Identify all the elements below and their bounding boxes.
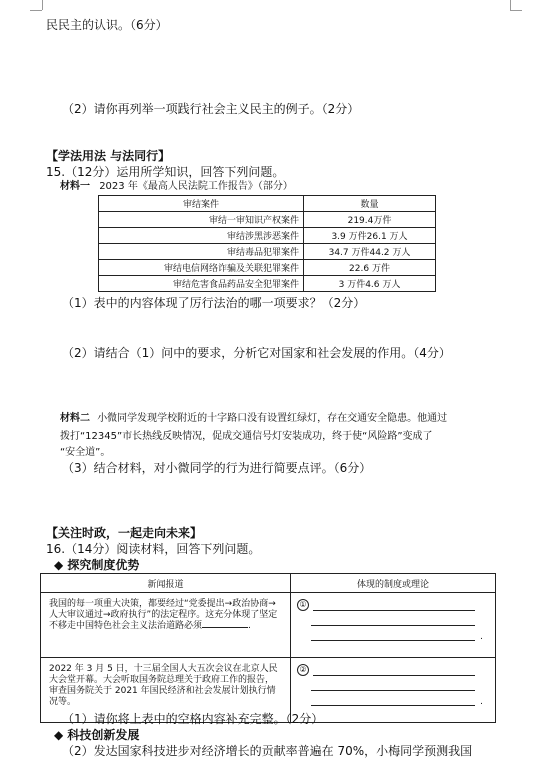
- court-report-table: [98, 195, 436, 292]
- question-16-1: （1）请你将上表中的空格内容补充完整。（2分）: [62, 712, 324, 726]
- top-continuation-text: 民民主的认识。（6分）: [46, 18, 168, 32]
- material-1-caption: [60, 180, 293, 193]
- table-row: [99, 212, 436, 228]
- table-header-cell: 新闻报道: [41, 574, 291, 593]
- table-header-row: [99, 196, 436, 212]
- question-15-1: （1）表中的内容体现了厉行法治的哪一项要求？（2分）: [62, 296, 366, 310]
- corner-mark-left-h: [30, 10, 42, 11]
- question-16: 16.（14分）阅读材料，回答下列问题。: [46, 542, 261, 556]
- table-cell: 审结一审知识产权案件: [99, 212, 304, 228]
- material-2-line-3: “安全道”。: [60, 447, 111, 458]
- table-cell: 22.6 万件: [304, 260, 436, 276]
- diamond-bullet-icon: ◆: [54, 558, 64, 572]
- table-cell: 审结电信网络诈骗及关联犯罪案件: [99, 260, 304, 276]
- subheading-system-text: 探究制度优势: [67, 558, 140, 572]
- table-cell: 审结危害食品药品安全犯罪案件: [99, 276, 304, 292]
- table-cell: 219.4万件: [304, 212, 436, 228]
- news-system-table: [40, 573, 496, 723]
- material-1-title: 2023 年《最高人民法院工作报告》（部分）: [99, 181, 293, 192]
- question-15-3: （3）结合材料，对小微同学的行为进行简要点评。（6分）: [62, 461, 372, 475]
- answer-line[interactable]: [313, 663, 475, 676]
- table-row: [99, 260, 436, 276]
- table-header-cell: 审结案件: [99, 196, 304, 212]
- circled-two-marker: ②: [297, 664, 309, 676]
- news-text-1: 我国的每一项重大决策，都要经过“党委提出→政治协商→人大审议通过→政府执行”的法定程序。这充分体现了坚定不移走中国特色社会主义法治道路必须: [49, 599, 278, 631]
- news-cell: [41, 593, 291, 658]
- table-cell: 3.9 万件26.1 万人: [304, 228, 436, 244]
- answer-line[interactable]: [311, 626, 483, 642]
- section-heading-news: 【关注时政，一起走向未来】: [46, 526, 203, 540]
- question-15-2: （2）请结合（1）问中的要求，分析它对国家和社会发展的作用。（4分）: [62, 346, 451, 360]
- material-2-line-2: 拨打“12345”市长热线反映情况，促成交通信号灯安装成功，终于使“风险路”变成了: [60, 431, 433, 442]
- diamond-bullet-icon: ◆: [54, 728, 64, 742]
- material-2-line-1: [60, 412, 447, 425]
- period-mark: .: [480, 697, 483, 707]
- circled-one-marker: ①: [297, 599, 309, 611]
- table-header-row: [41, 574, 496, 593]
- material-1-label: 材料一: [60, 181, 90, 192]
- period-mark: .: [248, 621, 251, 631]
- question-16-2: （2）发达国家科技进步对经济增长的贡献率普遍在 70%，小梅同学预测我国: [62, 744, 473, 758]
- material-2-label: 材料二: [60, 413, 90, 424]
- table-header-cell: 数量: [304, 196, 436, 212]
- table-row: [99, 228, 436, 244]
- table-cell: 34.7 万件44.2 万人: [304, 244, 436, 260]
- answer-line[interactable]: [311, 691, 483, 707]
- table-cell: 3 万件4.6 万人: [304, 276, 436, 292]
- subheading-system: [54, 557, 139, 573]
- news-cell: 2022 年 3 月 5 日，十三届全国人大五次会议在北京人民大会堂开幕。大会听取国务院总理关于政府工作的报告，审查国务院关于 2021 年国民经济和社会发展计划执行情况等。: [41, 658, 291, 723]
- subheading-tech-text: 科技创新发展: [67, 728, 140, 742]
- fill-blank[interactable]: [202, 627, 248, 628]
- material-2-text: 小微同学发现学校附近的十字路口没有设置红绿灯，存在交通安全隐患。他通过: [97, 413, 448, 424]
- question-15: 15.（12分）运用所学知识，回答下列问题。: [46, 165, 285, 179]
- answer-line[interactable]: [311, 611, 475, 626]
- table-row: [99, 244, 436, 260]
- corner-mark-right-h: [510, 10, 522, 11]
- corner-mark-left-v: [42, 0, 43, 10]
- table-cell: 审结涉黑涉恶案件: [99, 228, 304, 244]
- table-row: [41, 593, 496, 658]
- table-header-cell: 体现的制度或理论: [291, 574, 496, 593]
- period-mark: .: [480, 632, 483, 642]
- question-14-2: （2）请你再列举一项践行社会主义民主的例子。（2分）: [62, 102, 360, 116]
- table-row: [99, 276, 436, 292]
- answer-line[interactable]: [311, 676, 475, 691]
- subheading-tech: [54, 727, 139, 743]
- answer-cell-1: [291, 593, 496, 658]
- table-cell: 审结毒品犯罪案件: [99, 244, 304, 260]
- corner-mark-right-v: [510, 0, 511, 10]
- section-heading-law: 【学法用法 与法同行】: [46, 149, 171, 163]
- answer-line[interactable]: [313, 598, 475, 611]
